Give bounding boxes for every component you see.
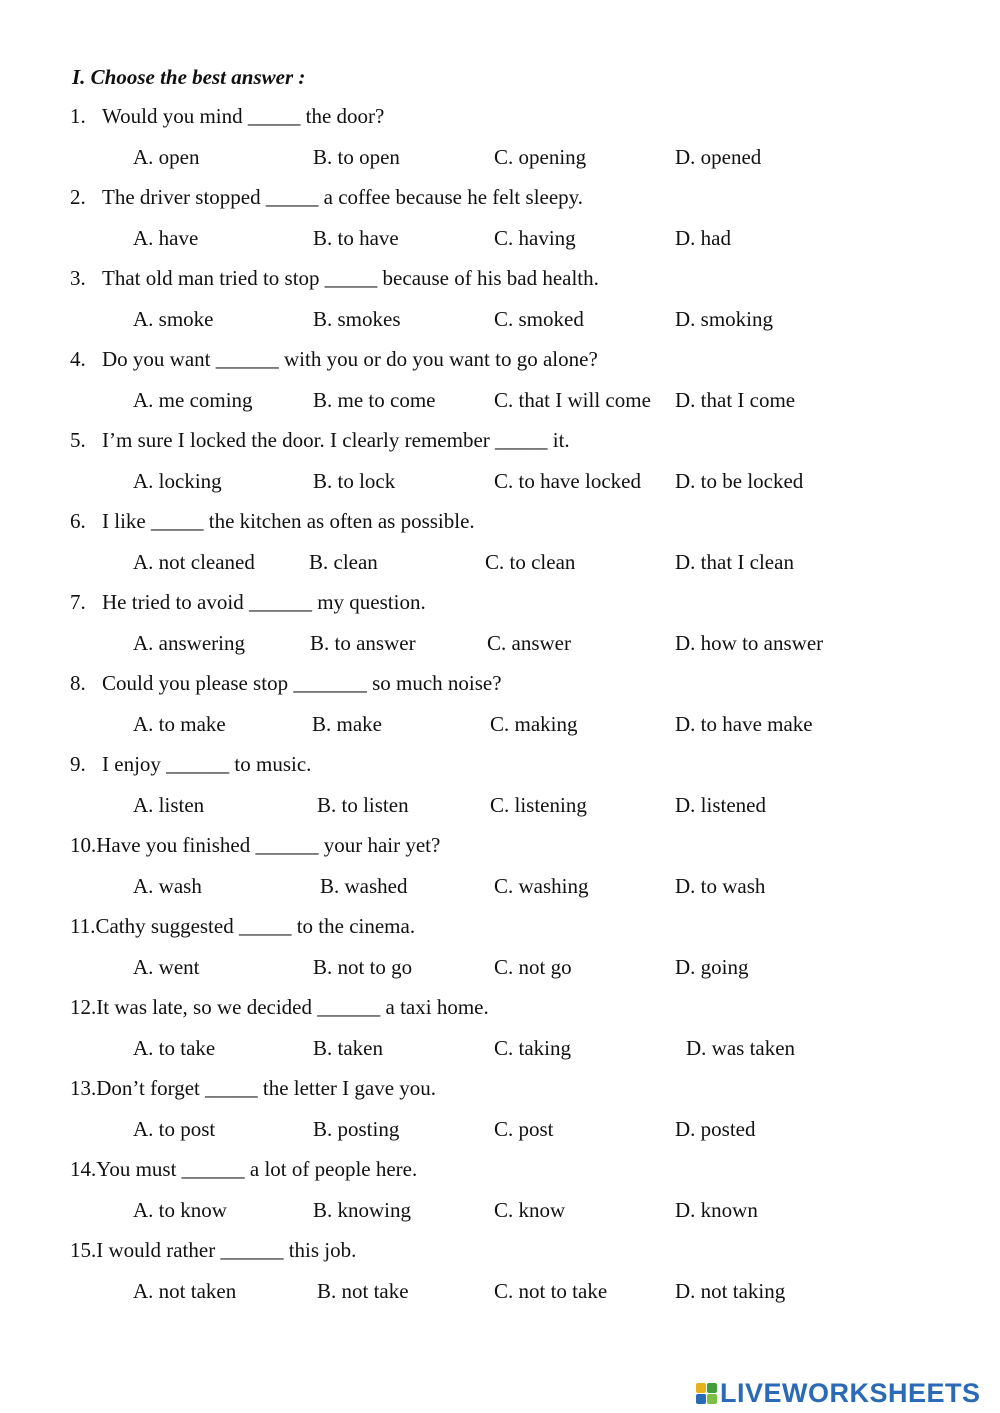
answer-option-c[interactable]: C. that I will come (494, 388, 651, 412)
answer-option-c[interactable]: C. to have locked (494, 469, 641, 493)
question-text: Could you please stop _______ so much noise? (102, 671, 502, 695)
answer-option-b[interactable]: B. to listen (317, 793, 409, 817)
question-text: I enjoy ______ to music. (102, 752, 312, 776)
question-text: I would rather ______ this job. (96, 1238, 357, 1262)
question-5 (70, 425, 570, 455)
answer-option-b[interactable]: B. knowing (313, 1198, 412, 1222)
answer-option-c[interactable]: C. making (490, 712, 578, 736)
answer-option-a[interactable]: A. listen (133, 793, 205, 817)
question-number: 9. (70, 752, 86, 776)
answer-option-d[interactable]: D. had (675, 226, 731, 250)
answer-option-a[interactable]: A. to take (133, 1036, 216, 1060)
answer-option-a[interactable]: A. not taken (133, 1279, 237, 1303)
question-9 (70, 749, 311, 779)
question-text: Cathy suggested _____ to the cinema. (95, 914, 416, 938)
question-number: 13. (70, 1076, 97, 1100)
answer-option-b[interactable]: B. not to go (313, 955, 413, 979)
logo-text: LIVEWORKSHEETS (720, 1378, 981, 1408)
question-15 (70, 1235, 356, 1265)
answer-option-b[interactable]: B. to open (313, 145, 400, 169)
question-1 (70, 101, 384, 131)
answer-option-d[interactable]: D. smoking (675, 307, 774, 331)
question-number: 1. (70, 104, 86, 128)
liveworksheets-logo (696, 1378, 981, 1408)
question-text: Would you mind _____ the door? (102, 104, 385, 128)
answer-option-a[interactable]: A. went (133, 955, 200, 979)
answer-option-c[interactable]: C. taking (494, 1036, 571, 1060)
answer-option-a[interactable]: A. locking (133, 469, 222, 493)
answer-option-c[interactable]: C. opening (494, 145, 587, 169)
answer-option-d[interactable]: D. going (675, 955, 749, 979)
answer-option-c[interactable]: C. washing (494, 874, 589, 898)
answer-option-c[interactable]: C. know (494, 1198, 566, 1222)
answer-option-d[interactable]: D. opened (675, 145, 762, 169)
question-14 (70, 1154, 417, 1184)
question-number: 7. (70, 590, 86, 614)
answer-option-d[interactable]: D. to be locked (675, 469, 804, 493)
answer-option-a[interactable]: A. to make (133, 712, 226, 736)
question-number: 12. (70, 995, 97, 1019)
question-number: 10. (70, 833, 97, 857)
answer-option-d[interactable]: D. known (675, 1198, 758, 1222)
answer-option-a[interactable]: A. wash (133, 874, 202, 898)
answer-option-d[interactable]: D. to wash (675, 874, 766, 898)
question-text: You must ______ a lot of people here. (96, 1157, 418, 1181)
answer-option-b[interactable]: B. me to come (313, 388, 436, 412)
answer-option-c[interactable]: C. post (494, 1117, 554, 1141)
answer-option-b[interactable]: B. posting (313, 1117, 400, 1141)
answer-option-d[interactable]: D. was taken (686, 1036, 796, 1060)
answer-option-b[interactable]: B. taken (313, 1036, 383, 1060)
answer-option-c[interactable]: C. to clean (485, 550, 576, 574)
answer-option-b[interactable]: B. make (312, 712, 382, 736)
answer-option-b[interactable]: B. to answer (310, 631, 416, 655)
question-8 (70, 668, 502, 698)
answer-option-c[interactable]: C. answer (487, 631, 571, 655)
question-number: 15. (70, 1238, 97, 1262)
answer-option-c[interactable]: C. not to take (494, 1279, 608, 1303)
question-12 (70, 992, 489, 1022)
question-text: The driver stopped _____ a coffee because he felt sleepy. (102, 185, 584, 209)
question-text: I’m sure I locked the door. I clearly remember _____ it. (102, 428, 570, 452)
answer-option-a[interactable]: A. have (133, 226, 199, 250)
answer-option-b[interactable]: B. to have (313, 226, 399, 250)
question-number: 2. (70, 185, 86, 209)
answer-option-d[interactable]: D. that I clean (675, 550, 794, 574)
question-text: It was late, so we decided ______ a taxi home. (96, 995, 489, 1019)
question-number: 6. (70, 509, 86, 533)
answer-option-b[interactable]: B. clean (309, 550, 378, 574)
question-4 (70, 344, 598, 374)
question-number: 3. (70, 266, 86, 290)
answer-option-b[interactable]: B. to lock (313, 469, 396, 493)
question-number: 4. (70, 347, 86, 371)
answer-option-a[interactable]: A. open (133, 145, 200, 169)
question-text: That old man tried to stop _____ because of his bad health. (102, 266, 599, 290)
question-11 (70, 911, 415, 941)
question-number: 14. (70, 1157, 97, 1181)
answer-option-a[interactable]: A. to know (133, 1198, 227, 1222)
answer-option-c[interactable]: C. not go (494, 955, 572, 979)
question-3 (70, 263, 599, 293)
answer-option-a[interactable]: A. answering (133, 631, 245, 655)
question-text: I like _____ the kitchen as often as possible. (102, 509, 475, 533)
answer-option-b[interactable]: B. smokes (313, 307, 401, 331)
answer-option-c[interactable]: C. smoked (494, 307, 584, 331)
question-2 (70, 182, 583, 212)
answer-option-a[interactable]: A. smoke (133, 307, 214, 331)
liveworksheets-logo-icon (696, 1383, 717, 1404)
answer-option-a[interactable]: A. to post (133, 1117, 216, 1141)
answer-option-d[interactable]: D. how to answer (675, 631, 824, 655)
answer-option-d[interactable]: D. posted (675, 1117, 756, 1141)
answer-option-b[interactable]: B. washed (320, 874, 408, 898)
answer-option-d[interactable]: D. to have make (675, 712, 813, 736)
question-text: He tried to avoid ______ my question. (102, 590, 426, 614)
question-10 (70, 830, 440, 860)
answer-option-a[interactable]: A. not cleaned (133, 550, 255, 574)
answer-option-b[interactable]: B. not take (317, 1279, 409, 1303)
question-text: Don’t forget _____ the letter I gave you. (96, 1076, 437, 1100)
question-6 (70, 506, 475, 536)
answer-option-d[interactable]: D. not taking (675, 1279, 786, 1303)
section-title: I. Choose the best answer : (72, 65, 306, 89)
question-13 (70, 1073, 436, 1103)
question-text: Do you want ______ with you or do you want to go alone? (102, 347, 598, 371)
answer-option-a[interactable]: A. me coming (133, 388, 253, 412)
question-number: 5. (70, 428, 86, 452)
answer-option-d[interactable]: D. listened (675, 793, 766, 817)
question-number: 11. (70, 914, 96, 938)
question-7 (70, 587, 426, 617)
question-number: 8. (70, 671, 86, 695)
question-text: Have you finished ______ your hair yet? (96, 833, 441, 857)
answer-option-c[interactable]: C. having (494, 226, 576, 250)
answer-option-d[interactable]: D. that I come (675, 388, 796, 412)
answer-option-c[interactable]: C. listening (490, 793, 587, 817)
